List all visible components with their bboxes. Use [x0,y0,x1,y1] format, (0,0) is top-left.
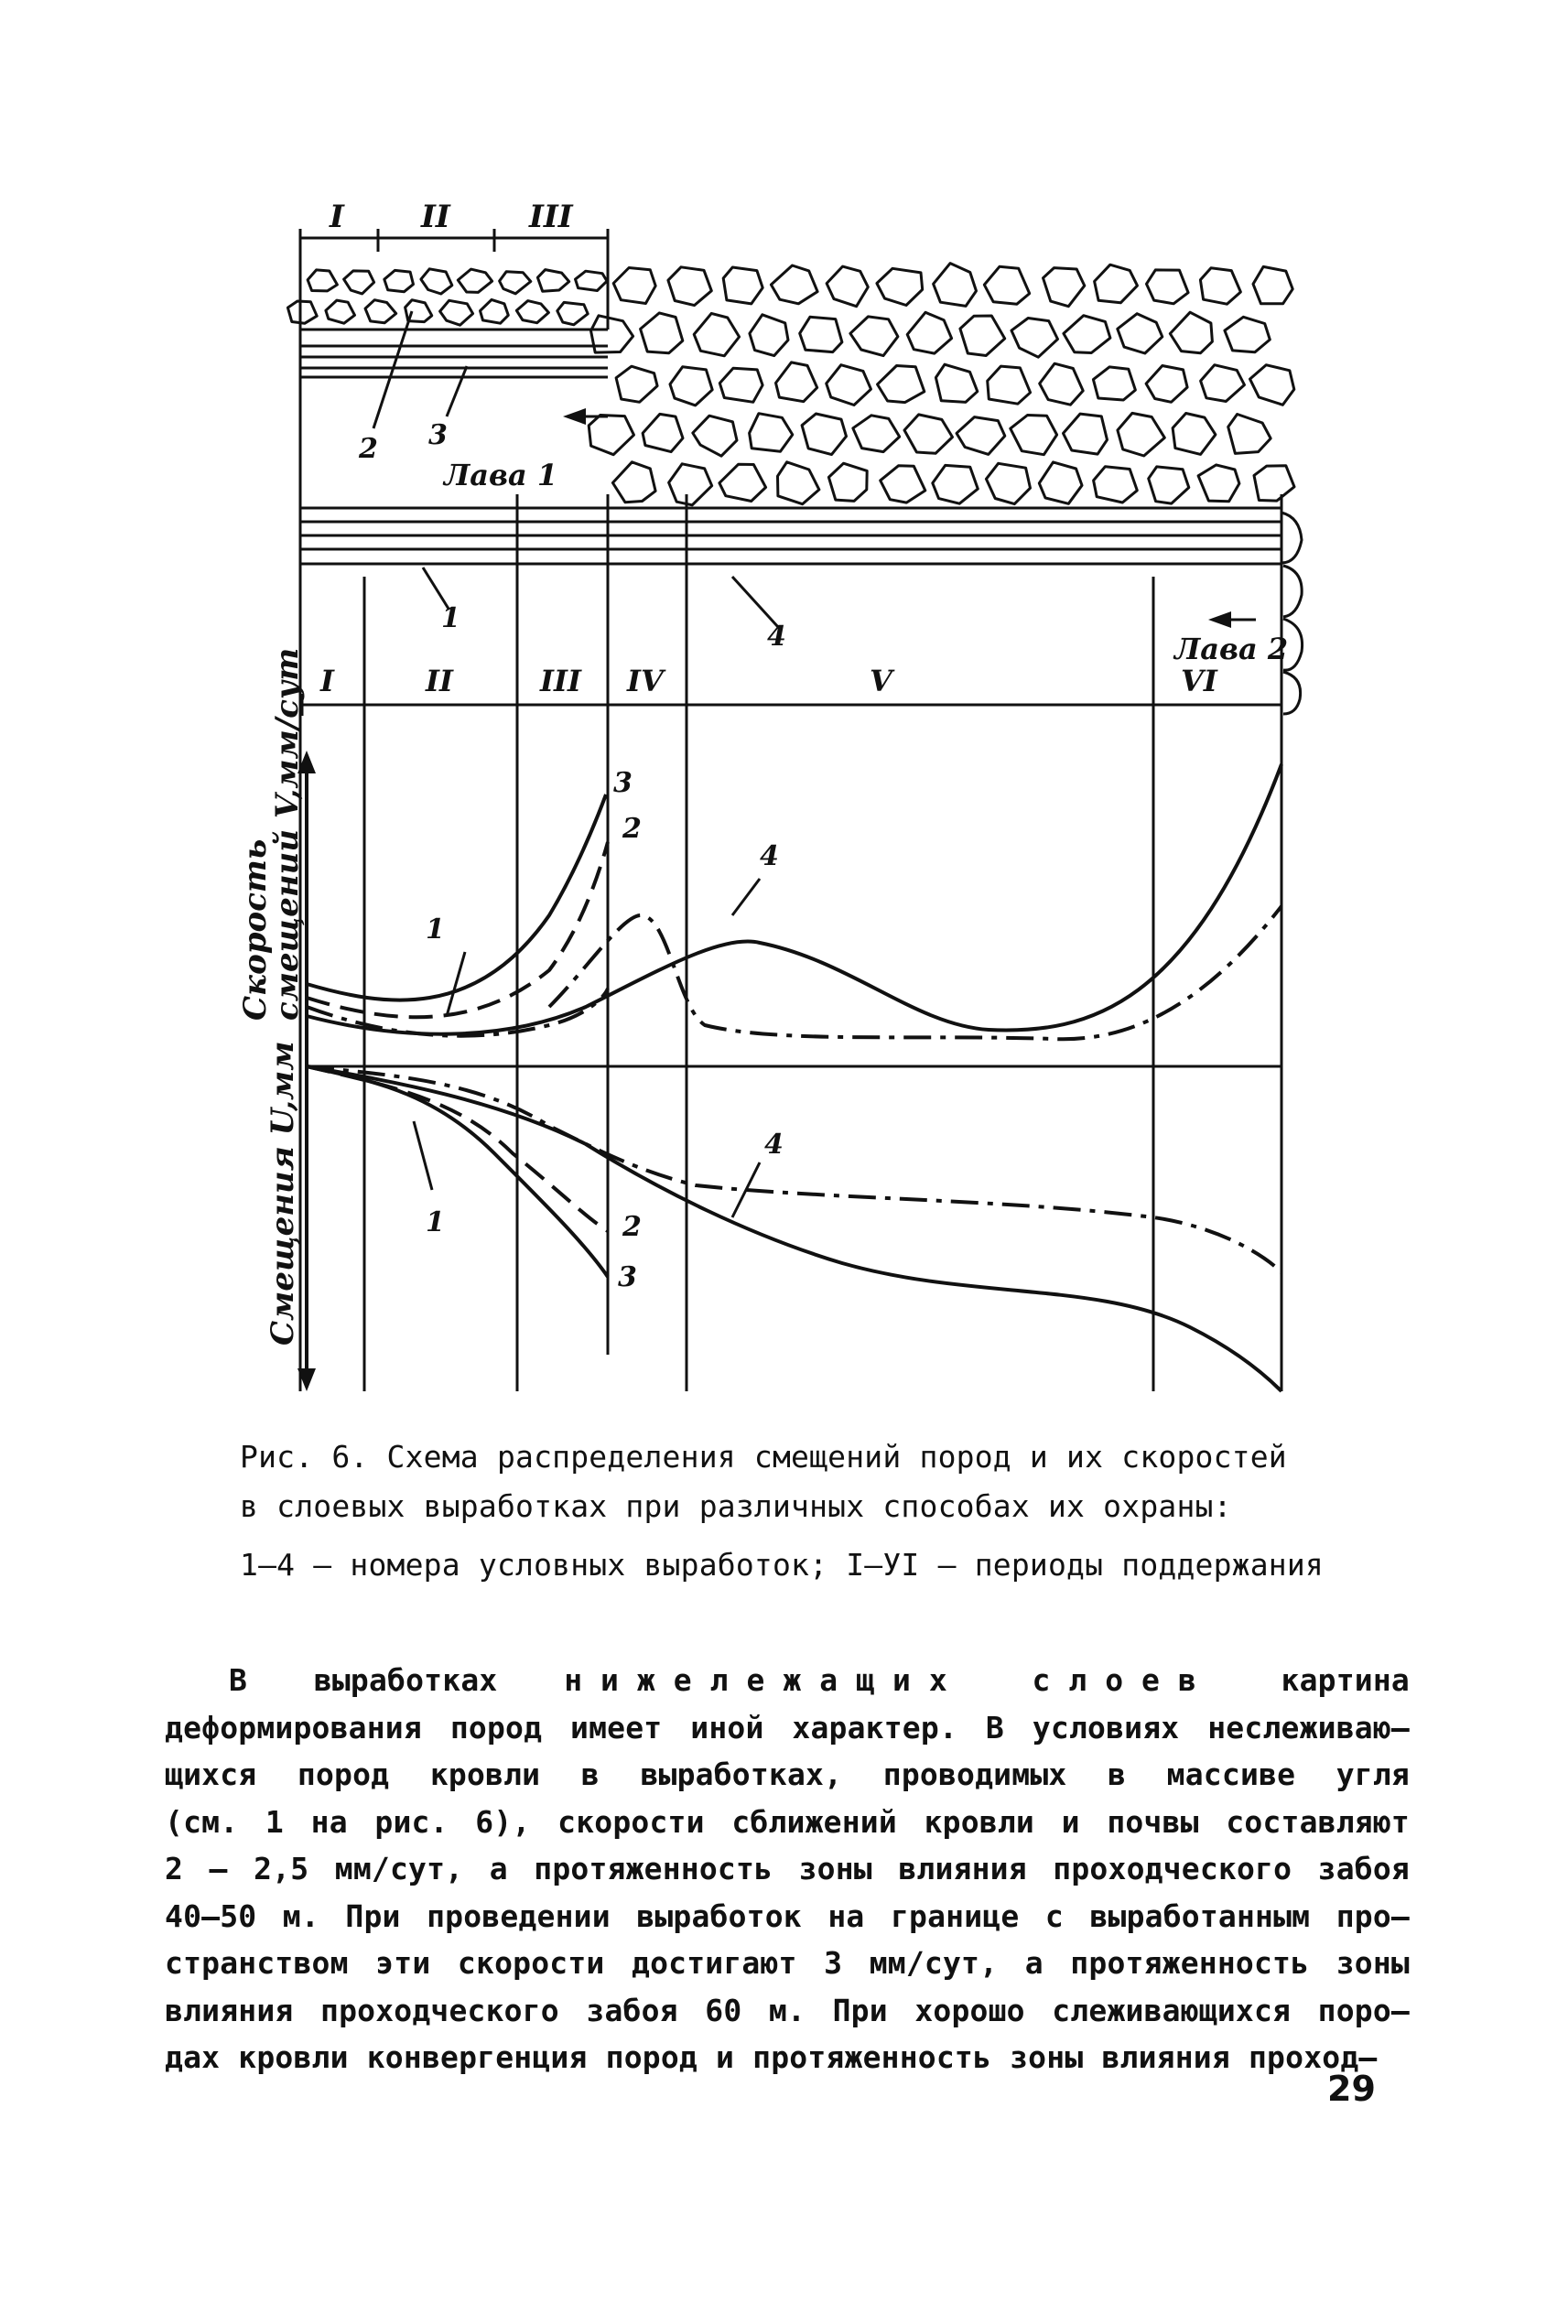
rock-fragment [1011,319,1058,358]
curve-tag: 3 [613,767,633,799]
rock-fragment [500,272,531,294]
body-line: странством эти скорости достигают 3 мм/сут, а протяженность зоны [165,1945,1410,1981]
body-line: деформирования пород имеет иной характер. В условиях неслеживаю– [165,1709,1410,1746]
rock-fragment [1198,465,1239,502]
displacement-curve-4 [307,1066,1281,1391]
top-period-label: III [529,199,573,235]
lava-2-label: Лава 2 [1174,632,1289,666]
rock-fragment [1118,413,1164,456]
rock-fragment [853,416,900,452]
rock-fragment [1044,268,1085,307]
rock-fragment [878,366,925,403]
rock-fragment [1170,312,1212,353]
bottom-period-label: V [870,664,892,698]
rock-fragment [1225,317,1270,351]
rock-fragment [988,366,1031,404]
rock-fragment [557,302,588,324]
rock-fragment [802,414,846,455]
rock-fragment [904,415,953,453]
rock-fragment [612,462,655,503]
rock-fragment [668,267,711,306]
rock-fragment [669,464,712,505]
rock-fragment [1149,467,1189,503]
rock-fragment [957,417,1005,455]
rock-fragment [616,366,657,402]
rock-fragment [537,270,568,292]
body-paragraph [165,1657,1410,2081]
curve-tag: 1 [426,913,445,946]
working-number: 1 [441,602,460,634]
rock-fragment [693,416,737,456]
rock-fragment [1095,265,1138,303]
axis-velocity-title-2: смещений V,мм/сут [269,647,306,1021]
curve-tag: 2 [622,1211,642,1243]
rock-column-right [1281,513,1303,714]
rock-fragment [1011,416,1057,455]
velocity-curve-3 [307,794,606,1000]
rock-fragment [613,268,655,304]
rock-fragment [935,364,977,402]
rock-fragment [344,271,374,294]
rock-fragment [589,416,633,455]
rock-fragment [1173,414,1216,455]
curve-tag: 1 [426,1206,445,1238]
body-line: влияния проходческого забоя 60 м. При хорошо слеживающихся поро– [165,1992,1410,2028]
rock-fragment [440,300,473,325]
body-line: (см. 1 на рис. 6), скорости сближений кровли и почвы составляют [165,1803,1410,1840]
rock-fragment [641,313,683,353]
rock-fragment [984,266,1029,304]
curve-tag: 2 [622,813,642,845]
rock-fragment [1254,466,1294,501]
curve-tag: 4 [760,840,779,872]
bottom-period-label: III [540,664,581,698]
rock-fragment [421,269,452,294]
rock-fragment [800,317,842,351]
rock-fragment [576,271,608,290]
figure-legend: 1–4 – номера условных выработок; I–УI – периоды поддержания [240,1547,1324,1583]
curve-tag: 3 [618,1261,637,1293]
bottom-period-label: I [320,664,334,698]
bottom-period-label: II [426,664,453,698]
rock-fragment [516,301,548,323]
rock-fragment [1118,314,1162,353]
body-line: щихся пород кровли в выработках, проводимых в массиве угля [165,1757,1410,1792]
rock-fragment [326,300,355,323]
rock-fragment [365,300,396,323]
working-number: 3 [428,419,448,451]
rock-fragment [771,265,817,304]
rock-fragment [458,269,492,292]
rock-fragments-goaf [589,264,1294,505]
body-line: В выработках нижележащих слоев картина [229,1662,1410,1698]
working-number: 4 [767,621,786,653]
rock-fragment [750,414,793,452]
rock-fragment [850,317,898,356]
rock-fragments-upper-left [287,269,607,325]
rock-fragment [1064,316,1110,353]
rock-fragment [1147,270,1189,304]
rock-fragment [1064,414,1108,454]
rock-fragment [1040,363,1084,405]
rock-fragment [1253,266,1292,303]
rock-fragment [933,465,979,503]
displacement-curve-2 [307,1066,608,1231]
body-line: 2 – 2,5 мм/сут, а протяженность зоны влияния проходческого забоя [165,1851,1410,1886]
rock-fragment [719,464,766,501]
curve-tag: 4 [764,1129,784,1161]
rock-fragment [1146,366,1187,403]
rock-fragment [828,463,867,501]
rock-fragment [481,299,509,323]
rock-fragment [1093,367,1135,400]
velocity-curve-4-dashdot [549,906,1281,1039]
lava-1-label: Лава 1 [444,458,558,492]
rock-fragment [960,316,1005,356]
rock-fragment [670,367,712,405]
rock-fragment [934,264,977,307]
bottom-period-label: VI [1181,664,1217,698]
bottom-period-label: IV [627,664,664,698]
figure-caption-line1: Рис. 6. Схема распределения смещений пород и их скоростей [240,1439,1287,1475]
top-period-label: I [330,199,344,235]
rock-fragment [1250,365,1294,405]
rock-fragment [287,301,317,323]
rock-fragment [881,466,925,503]
rock-fragment [1228,415,1271,454]
rock-fragment [1200,268,1240,304]
rock-fragment [694,313,739,355]
axis-velocity-title: Скорость [237,838,274,1021]
top-period-label: II [421,199,450,235]
rock-fragment [827,266,868,307]
rock-fragment [827,365,871,405]
body-line: 40–50 м. При проведении выработок на границе с выработанным про– [165,1897,1410,1934]
rock-fragment [877,268,923,305]
page-number: 29 [1327,2069,1376,2109]
figure-caption-line2: в слоевых выработках при различных способах их охраны: [240,1488,1232,1524]
rock-fragment [750,315,788,356]
rock-fragment [907,312,951,353]
rock-fragment [719,368,762,402]
rock-fragment [643,414,683,451]
working-number: 2 [359,433,378,465]
rock-fragment [776,362,817,402]
rock-fragment [1201,365,1245,402]
rock-fragment [778,462,819,504]
rock-fragment [1094,467,1138,503]
body-line: дах кровли конвергенция пород и протяженность зоны влияния проход– [165,2039,1378,2075]
rock-fragment [384,270,414,291]
rock-fragment [1039,462,1082,503]
axis-displacement-title: Смещения U,мм [265,1041,301,1346]
rock-fragment [308,270,337,291]
rock-fragment [723,267,762,304]
rock-fragment [986,463,1030,503]
